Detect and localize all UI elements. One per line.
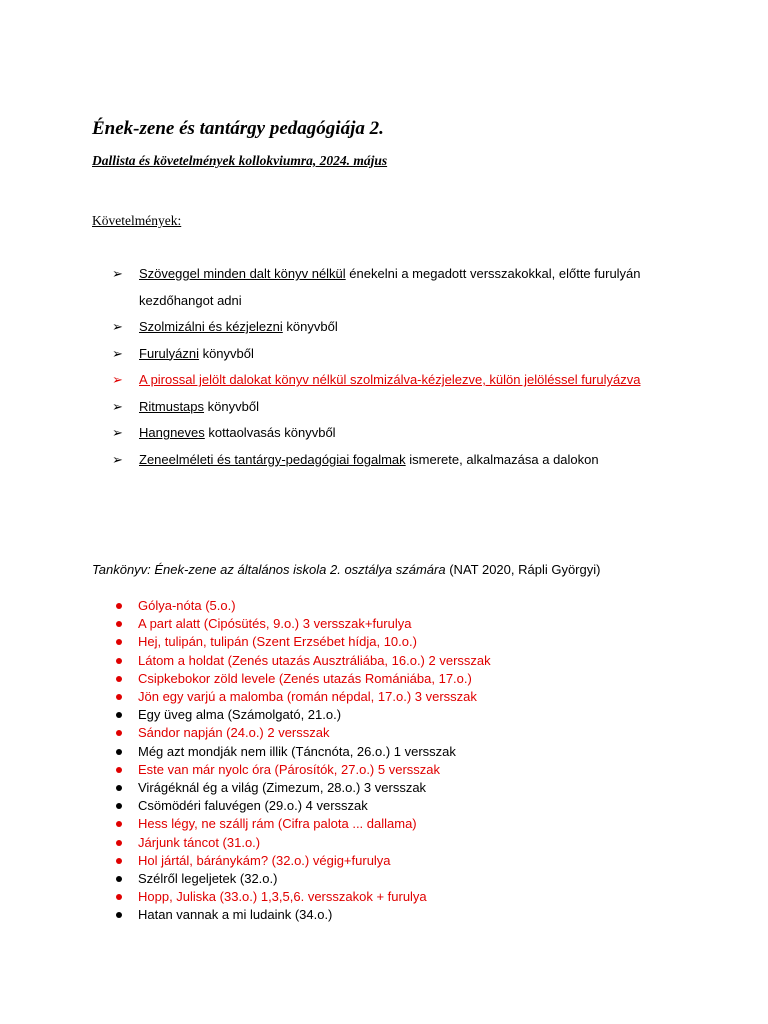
song-title: Jön egy varjú a malomba (román népdal, 17.o.) 3 versszak bbox=[138, 689, 477, 705]
requirement-underlined: Furulyázni bbox=[139, 345, 199, 361]
song-item bbox=[116, 743, 676, 761]
bullet-icon bbox=[116, 840, 122, 846]
song-item bbox=[116, 706, 676, 724]
bullet-icon bbox=[116, 767, 122, 773]
song-title: Látom a holdat (Zenés utazás Ausztráliába, 16.o.) 2 versszak bbox=[138, 652, 491, 668]
song-title: Még azt mondják nem illik (Táncnóta, 26.o.) 1 versszak bbox=[138, 743, 456, 759]
requirements-heading: Követelmények: bbox=[92, 213, 182, 228]
requirement-rest: ismerete, alkalmazása a dalokon bbox=[405, 451, 599, 467]
song-title: Csipkebokor zöld levele (Zenés utazás Romániába, 17.o.) bbox=[138, 670, 472, 686]
requirement-underlined: Szolmizálni és kézjelezni bbox=[139, 319, 283, 334]
song-title: Gólya-nóta (5.o.) bbox=[138, 598, 236, 613]
bullet-icon bbox=[116, 894, 122, 900]
requirement-rest: könyvből bbox=[198, 345, 254, 361]
bullet-icon bbox=[116, 658, 122, 664]
requirements-list bbox=[112, 261, 672, 473]
requirement-underlined: Szöveggel minden dalt könyv nélkül bbox=[139, 266, 346, 281]
song-item bbox=[116, 761, 676, 779]
song-item bbox=[116, 779, 676, 797]
document-title: Ének-zene és tantárgy pedagógiája 2. bbox=[92, 118, 384, 139]
song-title: Szélről legeljetek (32.o.) bbox=[138, 871, 278, 887]
song-title: Este van már nyolc óra (Párosítók, 27.o.) 5 versszak bbox=[138, 761, 441, 777]
song-item bbox=[116, 852, 676, 870]
bullet-icon bbox=[116, 803, 122, 809]
requirement-item bbox=[112, 394, 672, 421]
document-subtitle: Dallista és követelmények kollokviumra, 2024. május bbox=[92, 153, 388, 168]
requirement-item bbox=[112, 314, 672, 341]
song-item bbox=[116, 888, 676, 906]
bullet-icon bbox=[116, 785, 122, 791]
song-item bbox=[116, 870, 676, 888]
requirement-rest: kottaolvasás könyvből bbox=[204, 425, 336, 440]
song-title: Sándor napján (24.o.) 2 versszak bbox=[138, 725, 330, 741]
song-title: A part alatt (Cipósütés, 9.o.) 3 versszak+furulya bbox=[138, 616, 412, 632]
song-title: Járjunk táncot (31.o.) bbox=[138, 834, 261, 850]
arrow-bullet-icon: ➢ bbox=[112, 451, 123, 467]
requirement-underlined: Ritmustaps bbox=[139, 398, 205, 414]
requirement-item bbox=[112, 341, 672, 368]
requirement-item bbox=[112, 447, 672, 474]
bullet-icon bbox=[116, 712, 122, 718]
song-list bbox=[116, 597, 676, 925]
arrow-bullet-icon: ➢ bbox=[112, 345, 123, 361]
song-item bbox=[116, 906, 676, 924]
requirement-rest: könyvből bbox=[204, 398, 259, 414]
requirement-underlined: A pirossal jelölt dalokat könyv nélkül szolmizálva-kézjelezve, külön jelöléssel furulyázva bbox=[139, 372, 641, 387]
song-item bbox=[116, 597, 676, 615]
bullet-icon bbox=[116, 858, 122, 864]
arrow-bullet-icon: ➢ bbox=[112, 319, 123, 334]
song-title: Csömödéri faluvégen (29.o.) 4 versszak bbox=[138, 798, 368, 814]
bullet-icon bbox=[116, 676, 122, 682]
arrow-bullet-icon: ➢ bbox=[112, 398, 123, 414]
song-item bbox=[116, 797, 676, 815]
song-item bbox=[116, 815, 676, 833]
textbook-label: Tankönyv: Ének-zene az általános iskola 2. osztálya számára bbox=[92, 562, 446, 577]
requirement-item bbox=[112, 367, 672, 394]
bullet-icon bbox=[116, 749, 122, 755]
song-title: Virágéknál ég a világ (Zimezum, 28.o.) 3 versszak bbox=[138, 780, 427, 796]
song-title: Hej, tulipán, tulipán (Szent Erzsébet hídja, 10.o.) bbox=[138, 634, 417, 650]
requirement-underlined: Hangneves bbox=[139, 425, 205, 440]
song-title: Hol jártál, báránykám? (32.o.) végig+furulya bbox=[138, 852, 391, 868]
bullet-icon bbox=[116, 912, 122, 918]
requirement-item bbox=[112, 420, 672, 447]
requirement-underlined: Zeneelméleti és tantárgy-pedagógiai fogalmak bbox=[139, 451, 406, 467]
song-title: Hatan vannak a mi ludaink (34.o.) bbox=[138, 907, 333, 923]
bullet-icon bbox=[116, 639, 122, 645]
song-item bbox=[116, 724, 676, 742]
arrow-bullet-icon: ➢ bbox=[112, 425, 123, 440]
requirement-rest: könyvből bbox=[282, 319, 338, 334]
requirement-rest: énekelni a megadott versszakokkal, előtte furulyán kezdőhangot adni bbox=[139, 266, 641, 308]
bullet-icon bbox=[116, 621, 122, 627]
song-item bbox=[116, 670, 676, 688]
song-title: Egy üveg alma (Számolgató, 21.o.) bbox=[138, 707, 342, 723]
song-item bbox=[116, 688, 676, 706]
textbook-note: (NAT 2020, Rápli Györgyi) bbox=[445, 562, 601, 577]
textbook-reference bbox=[92, 562, 600, 577]
requirement-item bbox=[112, 261, 672, 314]
song-item bbox=[116, 834, 676, 852]
bullet-icon bbox=[116, 603, 122, 609]
bullet-icon bbox=[116, 694, 122, 700]
arrow-bullet-icon: ➢ bbox=[112, 372, 123, 387]
bullet-icon bbox=[116, 821, 122, 827]
song-title: Hess légy, ne szállj rám (Cifra palota ... dallama) bbox=[138, 816, 417, 832]
song-item bbox=[116, 633, 676, 651]
arrow-bullet-icon: ➢ bbox=[112, 266, 123, 281]
song-item bbox=[116, 652, 676, 670]
bullet-icon bbox=[116, 730, 122, 736]
song-item bbox=[116, 615, 676, 633]
bullet-icon bbox=[116, 876, 122, 882]
song-title: Hopp, Juliska (33.o.) 1,3,5,6. versszakok + furulya bbox=[138, 889, 427, 905]
